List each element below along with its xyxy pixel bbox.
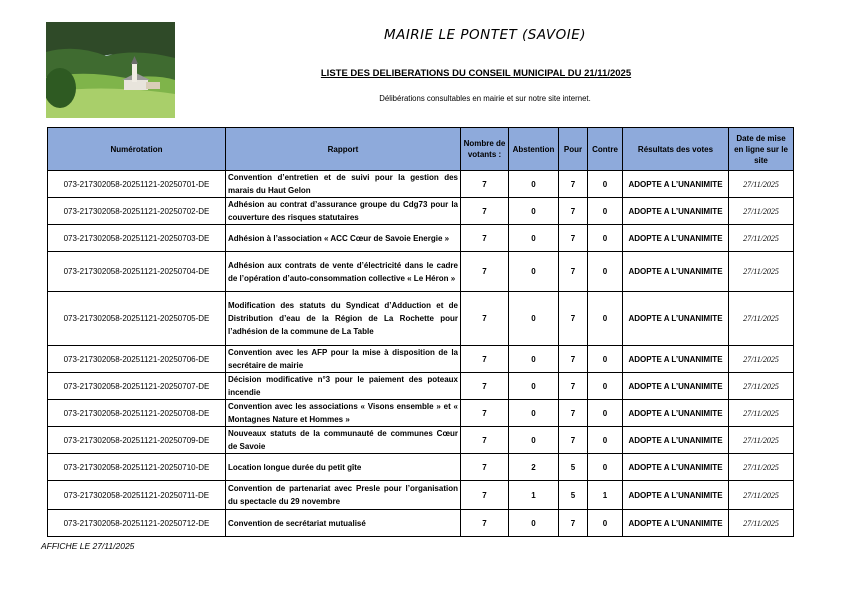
publication-date: 27/11/2025 [729,198,794,225]
deliberation-rapport: Adhésion au contrat d’assurance groupe du Cdg73 pour la couverture des risques statutaires [226,198,461,225]
publication-date: 27/11/2025 [729,346,794,373]
abstention-count: 0 [509,198,559,225]
header-pour: Pour [559,128,588,171]
pour-count: 5 [559,481,588,510]
votants-count: 7 [461,454,509,481]
deliberation-rapport: Convention avec les associations « Visons ensemble » et « Montagnes Nature et Hommes » [226,400,461,427]
deliberation-rapport: Location longue durée du petit gîte [226,454,461,481]
votants-count: 7 [461,225,509,252]
votants-count: 7 [461,292,509,346]
publication-date: 27/11/2025 [729,252,794,292]
village-photo [46,22,175,118]
deliberation-rapport: Convention avec les AFP pour la mise à disposition de la secrétaire de mairie [226,346,461,373]
abstention-count: 1 [509,481,559,510]
contre-count: 0 [588,373,623,400]
header-votants: Nombre de votants : [461,128,509,171]
pour-count: 7 [559,225,588,252]
deliberation-rapport: Convention d’entretien et de suivi pour la gestion des marais du Haut Gelon [226,171,461,198]
deliberation-number: 073-217302058-20251121-20250712-DE [48,510,226,537]
header-contre: Contre [588,128,623,171]
deliberation-number: 073-217302058-20251121-20250703-DE [48,225,226,252]
vote-result: ADOPTE A L’UNANIMITE [623,427,729,454]
vote-result: ADOPTE A L’UNANIMITE [623,481,729,510]
contre-count: 0 [588,171,623,198]
contre-count: 0 [588,427,623,454]
abstention-count: 0 [509,400,559,427]
deliberation-number: 073-217302058-20251121-20250710-DE [48,454,226,481]
table-row [48,481,794,510]
votants-count: 7 [461,427,509,454]
pour-count: 5 [559,454,588,481]
table-row [48,225,794,252]
deliberation-rapport: Adhésion à l’association « ACC Cœur de Savoie Energie » [226,225,461,252]
contre-count: 1 [588,481,623,510]
pour-count: 7 [559,373,588,400]
affiche-date: AFFICHE LE 27/11/2025 [41,541,135,551]
deliberation-number: 073-217302058-20251121-20250709-DE [48,427,226,454]
abstention-count: 2 [509,454,559,481]
abstention-count: 0 [509,427,559,454]
vote-result: ADOPTE A L’UNANIMITE [623,252,729,292]
abstention-count: 0 [509,510,559,537]
deliberation-number: 073-217302058-20251121-20250706-DE [48,346,226,373]
contre-count: 0 [588,225,623,252]
contre-count: 0 [588,252,623,292]
vote-result: ADOPTE A L’UNANIMITE [623,510,729,537]
header-date: Date de mise en ligne sur le site [729,128,794,171]
votants-count: 7 [461,510,509,537]
abstention-count: 0 [509,373,559,400]
pour-count: 7 [559,292,588,346]
publication-date: 27/11/2025 [729,171,794,198]
table-row [48,400,794,427]
deliberation-number: 073-217302058-20251121-20250705-DE [48,292,226,346]
table-row [48,252,794,292]
publication-date: 27/11/2025 [729,225,794,252]
abstention-count: 0 [509,225,559,252]
header-numerotation: Numérotation [48,128,226,171]
pour-count: 7 [559,198,588,225]
vote-result: ADOPTE A L’UNANIMITE [623,198,729,225]
contre-count: 0 [588,510,623,537]
pour-count: 7 [559,427,588,454]
contre-count: 0 [588,198,623,225]
deliberation-number: 073-217302058-20251121-20250707-DE [48,373,226,400]
table-row [48,198,794,225]
table-row [48,171,794,198]
contre-count: 0 [588,454,623,481]
consultation-note: Délibérations consultables en mairie et sur notre site internet. [379,94,591,103]
table-row [48,346,794,373]
contre-count: 0 [588,400,623,427]
vote-result: ADOPTE A L’UNANIMITE [623,292,729,346]
publication-date: 27/11/2025 [729,373,794,400]
table-header-row [48,128,794,171]
publication-date: 27/11/2025 [729,510,794,537]
vote-result: ADOPTE A L’UNANIMITE [623,454,729,481]
vote-result: ADOPTE A L’UNANIMITE [623,373,729,400]
pour-count: 7 [559,346,588,373]
votants-count: 7 [461,198,509,225]
publication-date: 27/11/2025 [729,427,794,454]
deliberation-rapport: Nouveaux statuts de la communauté de communes Cœur de Savoie [226,427,461,454]
deliberation-rapport: Décision modificative n°3 pour le paiement des poteaux incendie [226,373,461,400]
pour-count: 7 [559,400,588,427]
votants-count: 7 [461,481,509,510]
abstention-count: 0 [509,346,559,373]
deliberation-number: 073-217302058-20251121-20250701-DE [48,171,226,198]
deliberation-number: 073-217302058-20251121-20250704-DE [48,252,226,292]
table-row [48,454,794,481]
vote-result: ADOPTE A L’UNANIMITE [623,171,729,198]
abstention-count: 0 [509,171,559,198]
deliberation-rapport: Convention de secrétariat mutualisé [226,510,461,537]
votants-count: 7 [461,346,509,373]
vote-result: ADOPTE A L’UNANIMITE [623,346,729,373]
deliberation-number: 073-217302058-20251121-20250708-DE [48,400,226,427]
deliberation-rapport: Convention de partenariat avec Presle pour l’organisation du spectacle du 29 novembre [226,481,461,510]
abstention-count: 0 [509,292,559,346]
page-title: MAIRIE LE PONTET (SAVOIE) [383,27,587,43]
deliberation-number: 073-217302058-20251121-20250702-DE [48,198,226,225]
pour-count: 7 [559,510,588,537]
publication-date: 27/11/2025 [729,400,794,427]
deliberation-number: 073-217302058-20251121-20250711-DE [48,481,226,510]
vote-result: ADOPTE A L’UNANIMITE [623,400,729,427]
table-row [48,427,794,454]
table-row [48,510,794,537]
deliberation-rapport: Adhésion aux contrats de vente d’électricité dans le cadre de l’opération d’auto-consommation collective « Le Héron » [226,252,461,292]
pour-count: 7 [559,252,588,292]
votants-count: 7 [461,171,509,198]
publication-date: 27/11/2025 [729,481,794,510]
contre-count: 0 [588,346,623,373]
abstention-count: 0 [509,252,559,292]
votants-count: 7 [461,252,509,292]
contre-count: 0 [588,292,623,346]
header-abstention: Abstention [509,128,559,171]
vote-result: ADOPTE A L’UNANIMITE [623,225,729,252]
table-row [48,373,794,400]
deliberation-rapport: Modification des statuts du Syndicat d’Adduction et de Distribution d’eau de la Région de La Rochette pour l’adhésion de la commune de La Table [226,292,461,346]
header-resultats: Résultats des votes [623,128,729,171]
deliberations-table [47,127,794,537]
publication-date: 27/11/2025 [729,454,794,481]
votants-count: 7 [461,373,509,400]
table-row [48,292,794,346]
page-subtitle: LISTE DES DELIBERATIONS DU CONSEIL MUNICIPAL DU 21/11/2025 [320,68,632,79]
votants-count: 7 [461,400,509,427]
header-rapport: Rapport [226,128,461,171]
pour-count: 7 [559,171,588,198]
publication-date: 27/11/2025 [729,292,794,346]
